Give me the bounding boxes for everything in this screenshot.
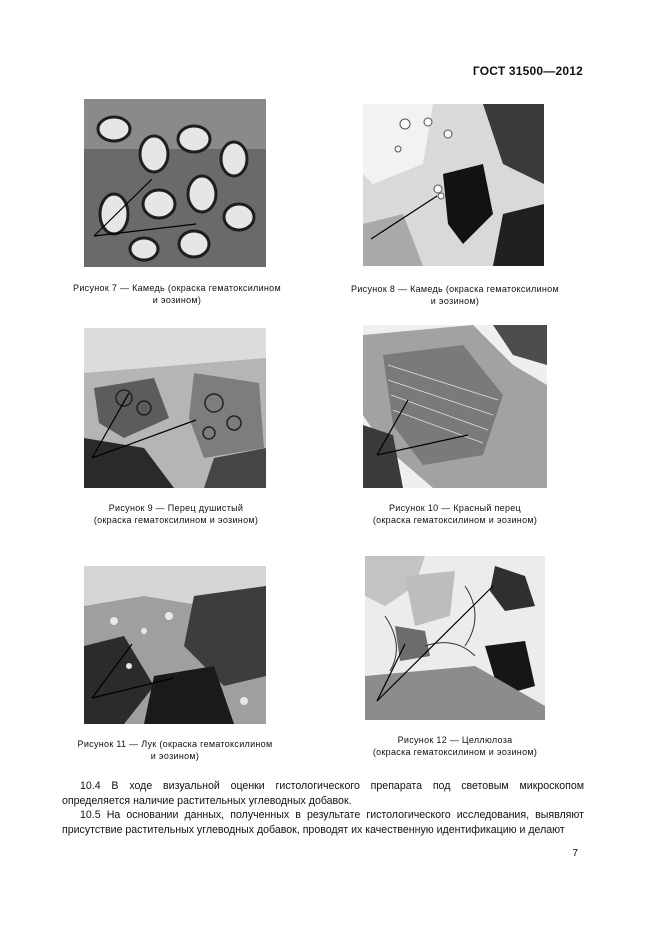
caption-figure-11 — [58, 738, 292, 762]
micrograph-figure-11 — [84, 566, 266, 724]
caption-figure-9 — [78, 502, 274, 526]
micrograph-figure-8 — [363, 104, 544, 266]
caption-11-line2: и эозином) — [150, 751, 200, 761]
caption-figure-7 — [58, 282, 296, 306]
caption-8-line2: и эозином) — [430, 296, 480, 306]
paragraph-10-4: 10.4 В ходе визуальной оценки гистологического препарата под световым микроскопом определяется наличие растительных углеводных добавок. — [62, 780, 584, 807]
paragraph-10-5: 10.5 На основании данных, полученных в результате гистологического исследования, выявляют присутствие растительных углеводных добавок, проводят их качественную идентификацию и делают — [62, 809, 584, 836]
caption-figure-12 — [357, 734, 553, 758]
caption-9-line1: Рисунок 9 — Перец душистый — [108, 503, 244, 513]
micrograph-figure-9 — [84, 328, 266, 488]
micrograph-figure-10 — [363, 325, 547, 488]
caption-12-line1: Рисунок 12 — Целлюлоза — [397, 735, 513, 745]
caption-10-line2: (окраска гематоксилином и эозином) — [372, 515, 538, 525]
page-number: 7 — [572, 848, 578, 859]
caption-9-line2: (окраска гематоксилином и эозином) — [93, 515, 259, 525]
caption-7-line1: Рисунок 7 — Камедь (окраска гематоксилином — [73, 283, 281, 293]
caption-figure-10 — [357, 502, 553, 526]
micrograph-figure-7 — [84, 99, 266, 267]
caption-figure-8 — [337, 283, 573, 307]
caption-10-line1: Рисунок 10 — Красный перец — [388, 503, 522, 513]
caption-11-line1: Рисунок 11 — Лук (окраска гематоксилином — [77, 739, 273, 749]
document-header: ГОСТ 31500—2012 — [472, 64, 583, 78]
caption-7-line2: и эозином) — [152, 295, 202, 305]
micrograph-figure-12 — [365, 556, 545, 720]
caption-8-line1: Рисунок 8 — Камедь (окраска гематоксилином — [351, 284, 559, 294]
caption-12-line2: (окраска гематоксилином и эозином) — [372, 747, 538, 757]
